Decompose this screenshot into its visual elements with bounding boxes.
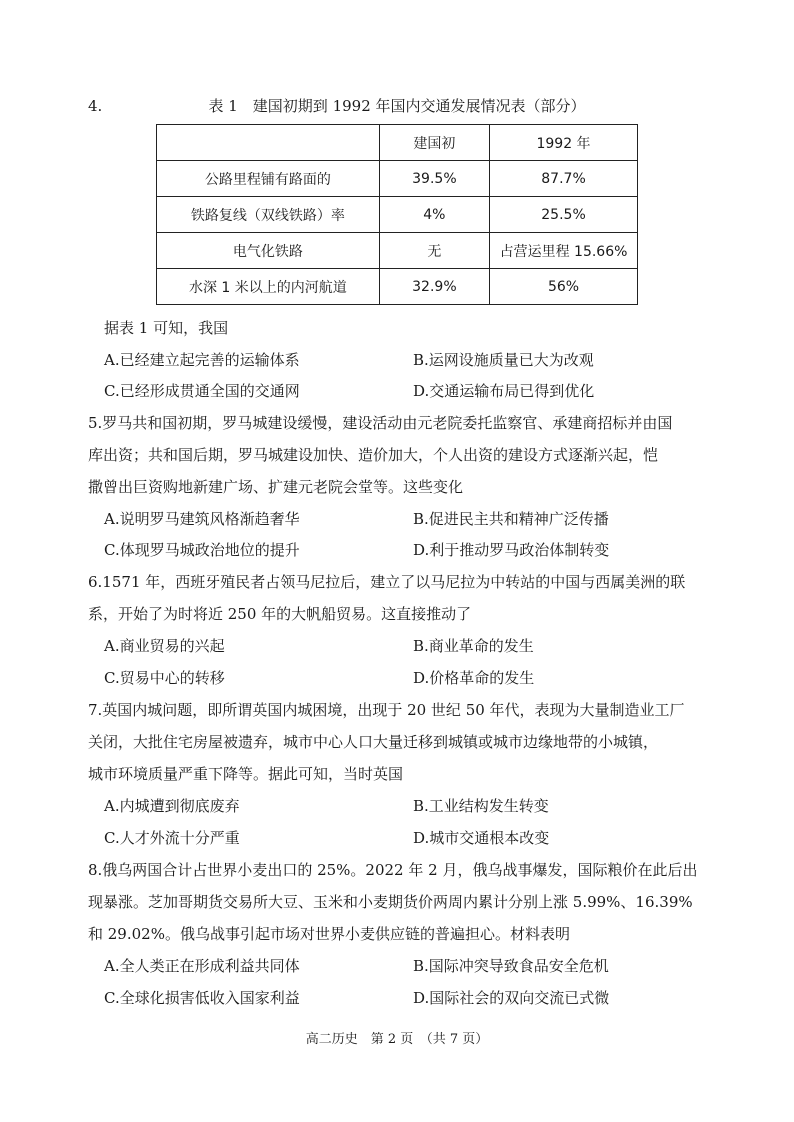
q4-option-a[interactable]: A.已经建立起完善的运输体系 — [104, 351, 300, 369]
table-row — [157, 233, 638, 269]
question-7-line-2: 关闭，大批住宅房屋被遗弃，城市中心人口大量迁移到城镇或城市边缘地带的小城镇， — [88, 733, 659, 751]
table-cell: 39.5% — [379, 161, 489, 197]
question-8-line-2: 现暴涨。芝加哥期货交易所大豆、玉米和小麦期货价两周内累计分别上涨 5.99%、16.39% — [88, 893, 693, 911]
q7-option-a[interactable]: A.内城遭到彻底废弃 — [104, 797, 240, 815]
table-cell: 占营运里程 15.66% — [490, 233, 638, 269]
page-footer: 高二历史 第 2 页 （共 7 页） — [305, 1032, 489, 1047]
q6-option-a[interactable]: A.商业贸易的兴起 — [104, 637, 225, 655]
q8-option-d[interactable]: D.国际社会的双向交流已式微 — [413, 989, 610, 1007]
question-4-number: 4. — [88, 97, 103, 115]
q4-option-d[interactable]: D.交通运输布局已得到优化 — [413, 382, 595, 400]
q8-option-b[interactable]: B.国际冲突导致食品安全危机 — [413, 957, 609, 975]
table-header-cell: 1992 年 — [490, 125, 638, 161]
q5-option-a[interactable]: A.说明罗马建筑风格渐趋奢华 — [104, 510, 300, 528]
q7-option-d[interactable]: D.城市交通根本改变 — [413, 829, 550, 847]
table-title: 表 1 建国初期到 1992 年国内交通发展情况表（部分） — [208, 97, 586, 115]
table-cell: 4% — [379, 197, 489, 233]
q6-option-b[interactable]: B.商业革命的发生 — [413, 637, 534, 655]
table-cell: 无 — [379, 233, 489, 269]
table-cell: 水深 1 米以上的内河航道 — [157, 269, 380, 305]
q4-option-c[interactable]: C.已经形成贯通全国的交通网 — [104, 382, 300, 400]
question-8-line-3: 和 29.02%。俄乌战事引起市场对世界小麦供应链的普遍担心。材料表明 — [88, 925, 570, 943]
table-cell: 公路里程铺有路面的 — [157, 161, 380, 197]
question-5-line-2: 库出资；共和国后期，罗马城建设加快、造价加大，个人出资的建设方式逐渐兴起，恺 — [88, 446, 659, 464]
table-cell: 32.9% — [379, 269, 489, 305]
table-cell: 铁路复线（双线铁路）率 — [157, 197, 380, 233]
table-row — [157, 161, 638, 197]
question-7-line-3: 城市环境质量严重下降等。据此可知，当时英国 — [88, 765, 404, 783]
question-6-line-2: 系，开始了为时将近 250 年的大帆船贸易。这直接推动了 — [88, 605, 472, 623]
q6-option-d[interactable]: D.价格革命的发生 — [413, 669, 535, 687]
transport-table — [156, 124, 638, 305]
question-7-line-1: 7.英国内城问题，即所谓英国内城困境，出现于 20 世纪 50 年代，表现为大量制造业工厂 — [88, 701, 685, 719]
table-header-cell: 建国初 — [379, 125, 489, 161]
table-row — [157, 269, 638, 305]
q4-option-b[interactable]: B.运网设施质量已大为改观 — [413, 351, 594, 369]
q7-option-c[interactable]: C.人才外流十分严重 — [104, 829, 240, 847]
q5-option-c[interactable]: C.体现罗马城政治地位的提升 — [104, 541, 300, 559]
table-cell: 56% — [490, 269, 638, 305]
table-header-row — [157, 125, 638, 161]
question-6-line-1: 6.1571 年，西班牙殖民者占领马尼拉后，建立了以马尼拉为中转站的中国与西属美洲的联 — [88, 573, 686, 591]
q5-option-d[interactable]: D.利于推动罗马政治体制转变 — [413, 541, 610, 559]
q8-option-c[interactable]: C.全球化损害低收入国家利益 — [104, 989, 300, 1007]
table-cell: 25.5% — [490, 197, 638, 233]
table-cell: 87.7% — [490, 161, 638, 197]
q7-option-b[interactable]: B.工业结构发生转变 — [413, 797, 549, 815]
table-row — [157, 197, 638, 233]
question-8-line-1: 8.俄乌两国合计占世界小麦出口的 25%。2022 年 2 月，俄乌战事爆发，国际粮价在此后出 — [88, 861, 698, 879]
q6-option-c[interactable]: C.贸易中心的转移 — [104, 669, 225, 687]
table-header-cell — [157, 125, 380, 161]
q5-option-b[interactable]: B.促进民主共和精神广泛传播 — [413, 510, 609, 528]
q8-option-a[interactable]: A.全人类正在形成利益共同体 — [104, 957, 300, 975]
question-4-stem: 据表 1 可知，我国 — [104, 319, 229, 337]
question-5-line-3: 撒曾出巨资购地新建广场、扩建元老院会堂等。这些变化 — [88, 478, 464, 496]
table-cell: 电气化铁路 — [157, 233, 380, 269]
question-5-line-1: 5.罗马共和国初期，罗马城建设缓慢，建设活动由元老院委托监察官、承建商招标并由国 — [88, 414, 673, 432]
